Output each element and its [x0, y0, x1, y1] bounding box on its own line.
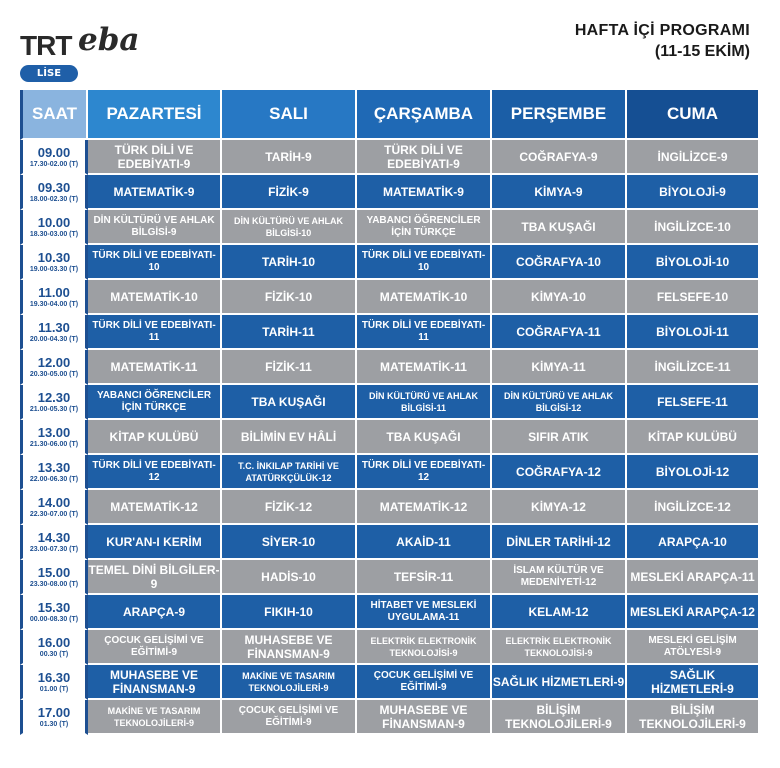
program-cell: TARİH-9 [222, 140, 357, 175]
table-row [20, 140, 760, 175]
program-cell: İNGİLİZCE-9 [627, 140, 760, 175]
time-cell [20, 350, 88, 385]
program-cell: T.C. İNKILAP TARİHİ VE ATATÜRKÇÜLÜK-12 [222, 455, 357, 490]
time-label: 15.30 [37, 599, 71, 615]
time-label: 14.30 [37, 529, 71, 545]
program-cell: YABANCI ÖĞRENCİLER İÇİN TÜRKÇE [357, 210, 492, 245]
program-cell: TÜRK DİLİ VE EDEBİYATI-10 [357, 245, 492, 280]
time-cell [20, 560, 88, 595]
time-cell [20, 525, 88, 560]
program-cell: SAĞLIK HİZMETLERİ-9 [627, 665, 760, 700]
program-cell: KİMYA-9 [492, 175, 627, 210]
table-row [20, 490, 760, 525]
program-cell: DİN KÜLTÜRÜ VE AHLAK BİLGİSİ-12 [492, 385, 627, 420]
program-cell: TÜRK DİLİ VE EDEBİYATI-12 [88, 455, 222, 490]
lise-badge: LİSE [20, 65, 78, 82]
time-label: 11.00 [38, 284, 70, 300]
program-cell: MESLEKİ ARAPÇA-12 [627, 595, 760, 630]
repeat-time-label: 23.30-08.00 (T) [29, 580, 79, 588]
program-cell: ARAPÇA-10 [627, 525, 760, 560]
program-cell: BİLİMİN EV HÂLİ [222, 420, 357, 455]
program-cell: TÜRK DİLİ VE EDEBİYATI-10 [88, 245, 222, 280]
program-cell: TEMEL DİNİ BİLGİLER-9 [88, 560, 222, 595]
program-cell: ÇOCUK GELİŞİMİ VE EĞİTİMİ-9 [88, 630, 222, 665]
time-label: 16.00 [37, 634, 71, 650]
program-cell: MUHASEBE VE FİNANSMAN-9 [222, 630, 357, 665]
repeat-time-label: 00.30 (T) [39, 650, 69, 658]
program-cell: MATEMATİK-10 [357, 280, 492, 315]
program-cell: MATEMATİK-11 [357, 350, 492, 385]
repeat-time-label: 22.00-06.30 (T) [29, 475, 79, 483]
program-cell: TÜRK DİLİ VE EDEBİYATI-9 [357, 140, 492, 175]
program-cell: TEFSİR-11 [357, 560, 492, 595]
program-cell: ELEKTRİK ELEKTRONİK TEKNOLOJİSİ-9 [492, 630, 627, 665]
column-header--ar-amba: ÇARŞAMBA [357, 90, 492, 140]
repeat-time-label: 18.30-03.00 (T) [29, 230, 79, 238]
table-row [20, 245, 760, 280]
table-row [20, 420, 760, 455]
program-cell: BİYOLOJİ-10 [627, 245, 760, 280]
program-cell: FİZİK-9 [222, 175, 357, 210]
program-cell: KİMYA-11 [492, 350, 627, 385]
program-cell: TBA KUŞAĞI [492, 210, 627, 245]
time-label: 13.30 [37, 459, 71, 475]
table-row [20, 665, 760, 700]
program-cell: TÜRK DİLİ VE EDEBİYATI-12 [357, 455, 492, 490]
program-cell: MUHASEBE VE FİNANSMAN-9 [88, 665, 222, 700]
time-cell [20, 385, 88, 420]
program-cell: FİZİK-11 [222, 350, 357, 385]
program-cell: HADİS-10 [222, 560, 357, 595]
program-cell: MESLEKİ GELİŞİM ATÖLYESİ-9 [627, 630, 760, 665]
program-cell: KİMYA-12 [492, 490, 627, 525]
schedule-header [575, 22, 750, 61]
table-header-row [20, 90, 760, 140]
program-cell: DİN KÜLTÜRÜ VE AHLAK BİLGİSİ-11 [357, 385, 492, 420]
repeat-time-label: 00.00-08.30 (T) [29, 615, 79, 623]
column-header-sali: SALI [222, 90, 357, 140]
time-label: 13.00 [37, 424, 71, 440]
table-row [20, 700, 760, 735]
table-row [20, 595, 760, 630]
table-row [20, 630, 760, 665]
repeat-time-label: 01.30 (T) [39, 720, 69, 728]
table-row [20, 210, 760, 245]
table-row [20, 175, 760, 210]
table-row [20, 455, 760, 490]
program-cell: KİTAP KULÜBÜ [627, 420, 760, 455]
trt-eba-logo [20, 22, 140, 84]
program-cell: ARAPÇA-9 [88, 595, 222, 630]
program-cell: MATEMATİK-9 [88, 175, 222, 210]
program-cell: COĞRAFYA-12 [492, 455, 627, 490]
table-row [20, 315, 760, 350]
column-header-cuma: CUMA [627, 90, 760, 140]
logo-trt-text: TRT [20, 30, 72, 61]
time-cell [20, 455, 88, 490]
program-cell: ELEKTRİK ELEKTRONİK TEKNOLOJİSİ-9 [357, 630, 492, 665]
program-cell: TÜRK DİLİ VE EDEBİYATI-9 [88, 140, 222, 175]
program-cell: KİMYA-10 [492, 280, 627, 315]
time-cell [20, 245, 88, 280]
time-cell [20, 210, 88, 245]
program-cell: BİLİŞİM TEKNOLOJİLERİ-9 [627, 700, 760, 735]
table-row [20, 350, 760, 385]
program-cell: MATEMATİK-12 [357, 490, 492, 525]
time-cell [20, 665, 88, 700]
program-cell: COĞRAFYA-10 [492, 245, 627, 280]
column-header-per-embe: PERŞEMBE [492, 90, 627, 140]
program-cell: TBA KUŞAĞI [222, 385, 357, 420]
time-cell [20, 490, 88, 525]
weekly-schedule-table [20, 90, 760, 735]
program-cell: KELAM-12 [492, 595, 627, 630]
time-label: 14.00 [37, 494, 71, 510]
program-cell: BİYOLOJİ-9 [627, 175, 760, 210]
repeat-time-label: 20.00-04.30 (T) [29, 335, 79, 343]
program-cell: HİTABET VE MESLEKİ UYGULAMA-11 [357, 595, 492, 630]
time-cell [20, 595, 88, 630]
program-cell: FİZİK-12 [222, 490, 357, 525]
program-cell: COĞRAFYA-11 [492, 315, 627, 350]
repeat-time-label: 19.00-03.30 (T) [29, 265, 79, 273]
program-cell: İNGİLİZCE-12 [627, 490, 760, 525]
time-label: 17.00 [37, 704, 71, 720]
program-cell: TBA KUŞAĞI [357, 420, 492, 455]
program-cell: COĞRAFYA-9 [492, 140, 627, 175]
repeat-time-label: 19.30-04.00 (T) [29, 300, 79, 308]
time-cell [20, 315, 88, 350]
program-cell: MATEMATİK-9 [357, 175, 492, 210]
program-cell: MAKİNE VE TASARIM TEKNOLOJİLERİ-9 [222, 665, 357, 700]
time-label: 10.30 [37, 249, 71, 265]
program-cell: İNGİLİZCE-11 [627, 350, 760, 385]
program-cell: BİYOLOJİ-11 [627, 315, 760, 350]
logo-eba-text: eba [78, 22, 140, 58]
program-cell: FELSEFE-11 [627, 385, 760, 420]
repeat-time-label: 18.00-02.30 (T) [29, 195, 79, 203]
time-cell [20, 175, 88, 210]
program-cell: BİYOLOJİ-12 [627, 455, 760, 490]
time-cell [20, 630, 88, 665]
time-label: 09.00 [37, 144, 71, 160]
program-cell: SIFIR ATIK [492, 420, 627, 455]
program-cell: KİTAP KULÜBÜ [88, 420, 222, 455]
table-row [20, 385, 760, 420]
program-cell: YABANCI ÖĞRENCİLER İÇİN TÜRKÇE [88, 385, 222, 420]
program-cell: İSLAM KÜLTÜR VE MEDENİYETİ-12 [492, 560, 627, 595]
time-cell [20, 140, 88, 175]
program-cell: DİN KÜLTÜRÜ VE AHLAK BİLGİSİ-10 [222, 210, 357, 245]
program-cell: SİYER-10 [222, 525, 357, 560]
program-cell: MATEMATİK-12 [88, 490, 222, 525]
program-cell: MAKİNE VE TASARIM TEKNOLOJİLERİ-9 [88, 700, 222, 735]
time-label: 15.00 [37, 564, 71, 580]
program-cell: TÜRK DİLİ VE EDEBİYATI-11 [88, 315, 222, 350]
schedule-title: HAFTA İÇİ PROGRAMI [574, 22, 750, 39]
program-cell: FIKIH-10 [222, 595, 357, 630]
program-cell: TARİH-11 [222, 315, 357, 350]
program-cell: ÇOCUK GELİŞİMİ VE EĞİTİMİ-9 [357, 665, 492, 700]
program-cell: KUR'AN-I KERİM [88, 525, 222, 560]
program-cell: DİNLER TARİHİ-12 [492, 525, 627, 560]
repeat-time-label: 23.00-07.30 (T) [29, 545, 79, 553]
repeat-time-label: 20.30-05.00 (T) [29, 370, 79, 378]
column-header-pazartesi-: PAZARTESİ [88, 90, 222, 140]
program-cell: FELSEFE-10 [627, 280, 760, 315]
program-cell: ÇOCUK GELİŞİMİ VE EĞİTİMİ-9 [222, 700, 357, 735]
table-row [20, 280, 760, 315]
time-label: 12.00 [37, 354, 71, 370]
program-cell: TARİH-10 [222, 245, 357, 280]
table-row [20, 525, 760, 560]
column-header-saat: SAAT [20, 90, 88, 140]
time-cell [20, 700, 88, 735]
time-label: 16.30 [37, 669, 71, 685]
repeat-time-label: 22.30-07.00 (T) [29, 510, 79, 518]
program-cell: BİLİŞİM TEKNOLOJİLERİ-9 [492, 700, 627, 735]
program-cell: İNGİLİZCE-10 [627, 210, 760, 245]
program-cell: SAĞLIK HİZMETLERİ-9 [492, 665, 627, 700]
program-cell: AKAİD-11 [357, 525, 492, 560]
program-cell: TÜRK DİLİ VE EDEBİYATI-11 [357, 315, 492, 350]
program-cell: MATEMATİK-11 [88, 350, 222, 385]
program-cell: DİN KÜLTÜRÜ VE AHLAK BİLGİSİ-9 [88, 210, 222, 245]
time-cell [20, 420, 88, 455]
repeat-time-label: 01.00 (T) [39, 685, 69, 693]
program-cell: MUHASEBE VE FİNANSMAN-9 [357, 700, 492, 735]
time-label: 09.30 [37, 179, 71, 195]
program-cell: MESLEKİ ARAPÇA-11 [627, 560, 760, 595]
program-cell: FİZİK-10 [222, 280, 357, 315]
time-label: 12.30 [37, 389, 71, 405]
time-label: 11.30 [38, 319, 70, 335]
repeat-time-label: 21.30-06.00 (T) [29, 440, 79, 448]
repeat-time-label: 21.00-05.30 (T) [29, 405, 79, 413]
program-cell: MATEMATİK-10 [88, 280, 222, 315]
repeat-time-label: 17.30-02.00 (T) [29, 160, 79, 168]
time-cell [20, 280, 88, 315]
time-label: 10.00 [37, 214, 71, 230]
table-row [20, 560, 760, 595]
schedule-dates: (11-15 EKİM) [654, 43, 750, 60]
